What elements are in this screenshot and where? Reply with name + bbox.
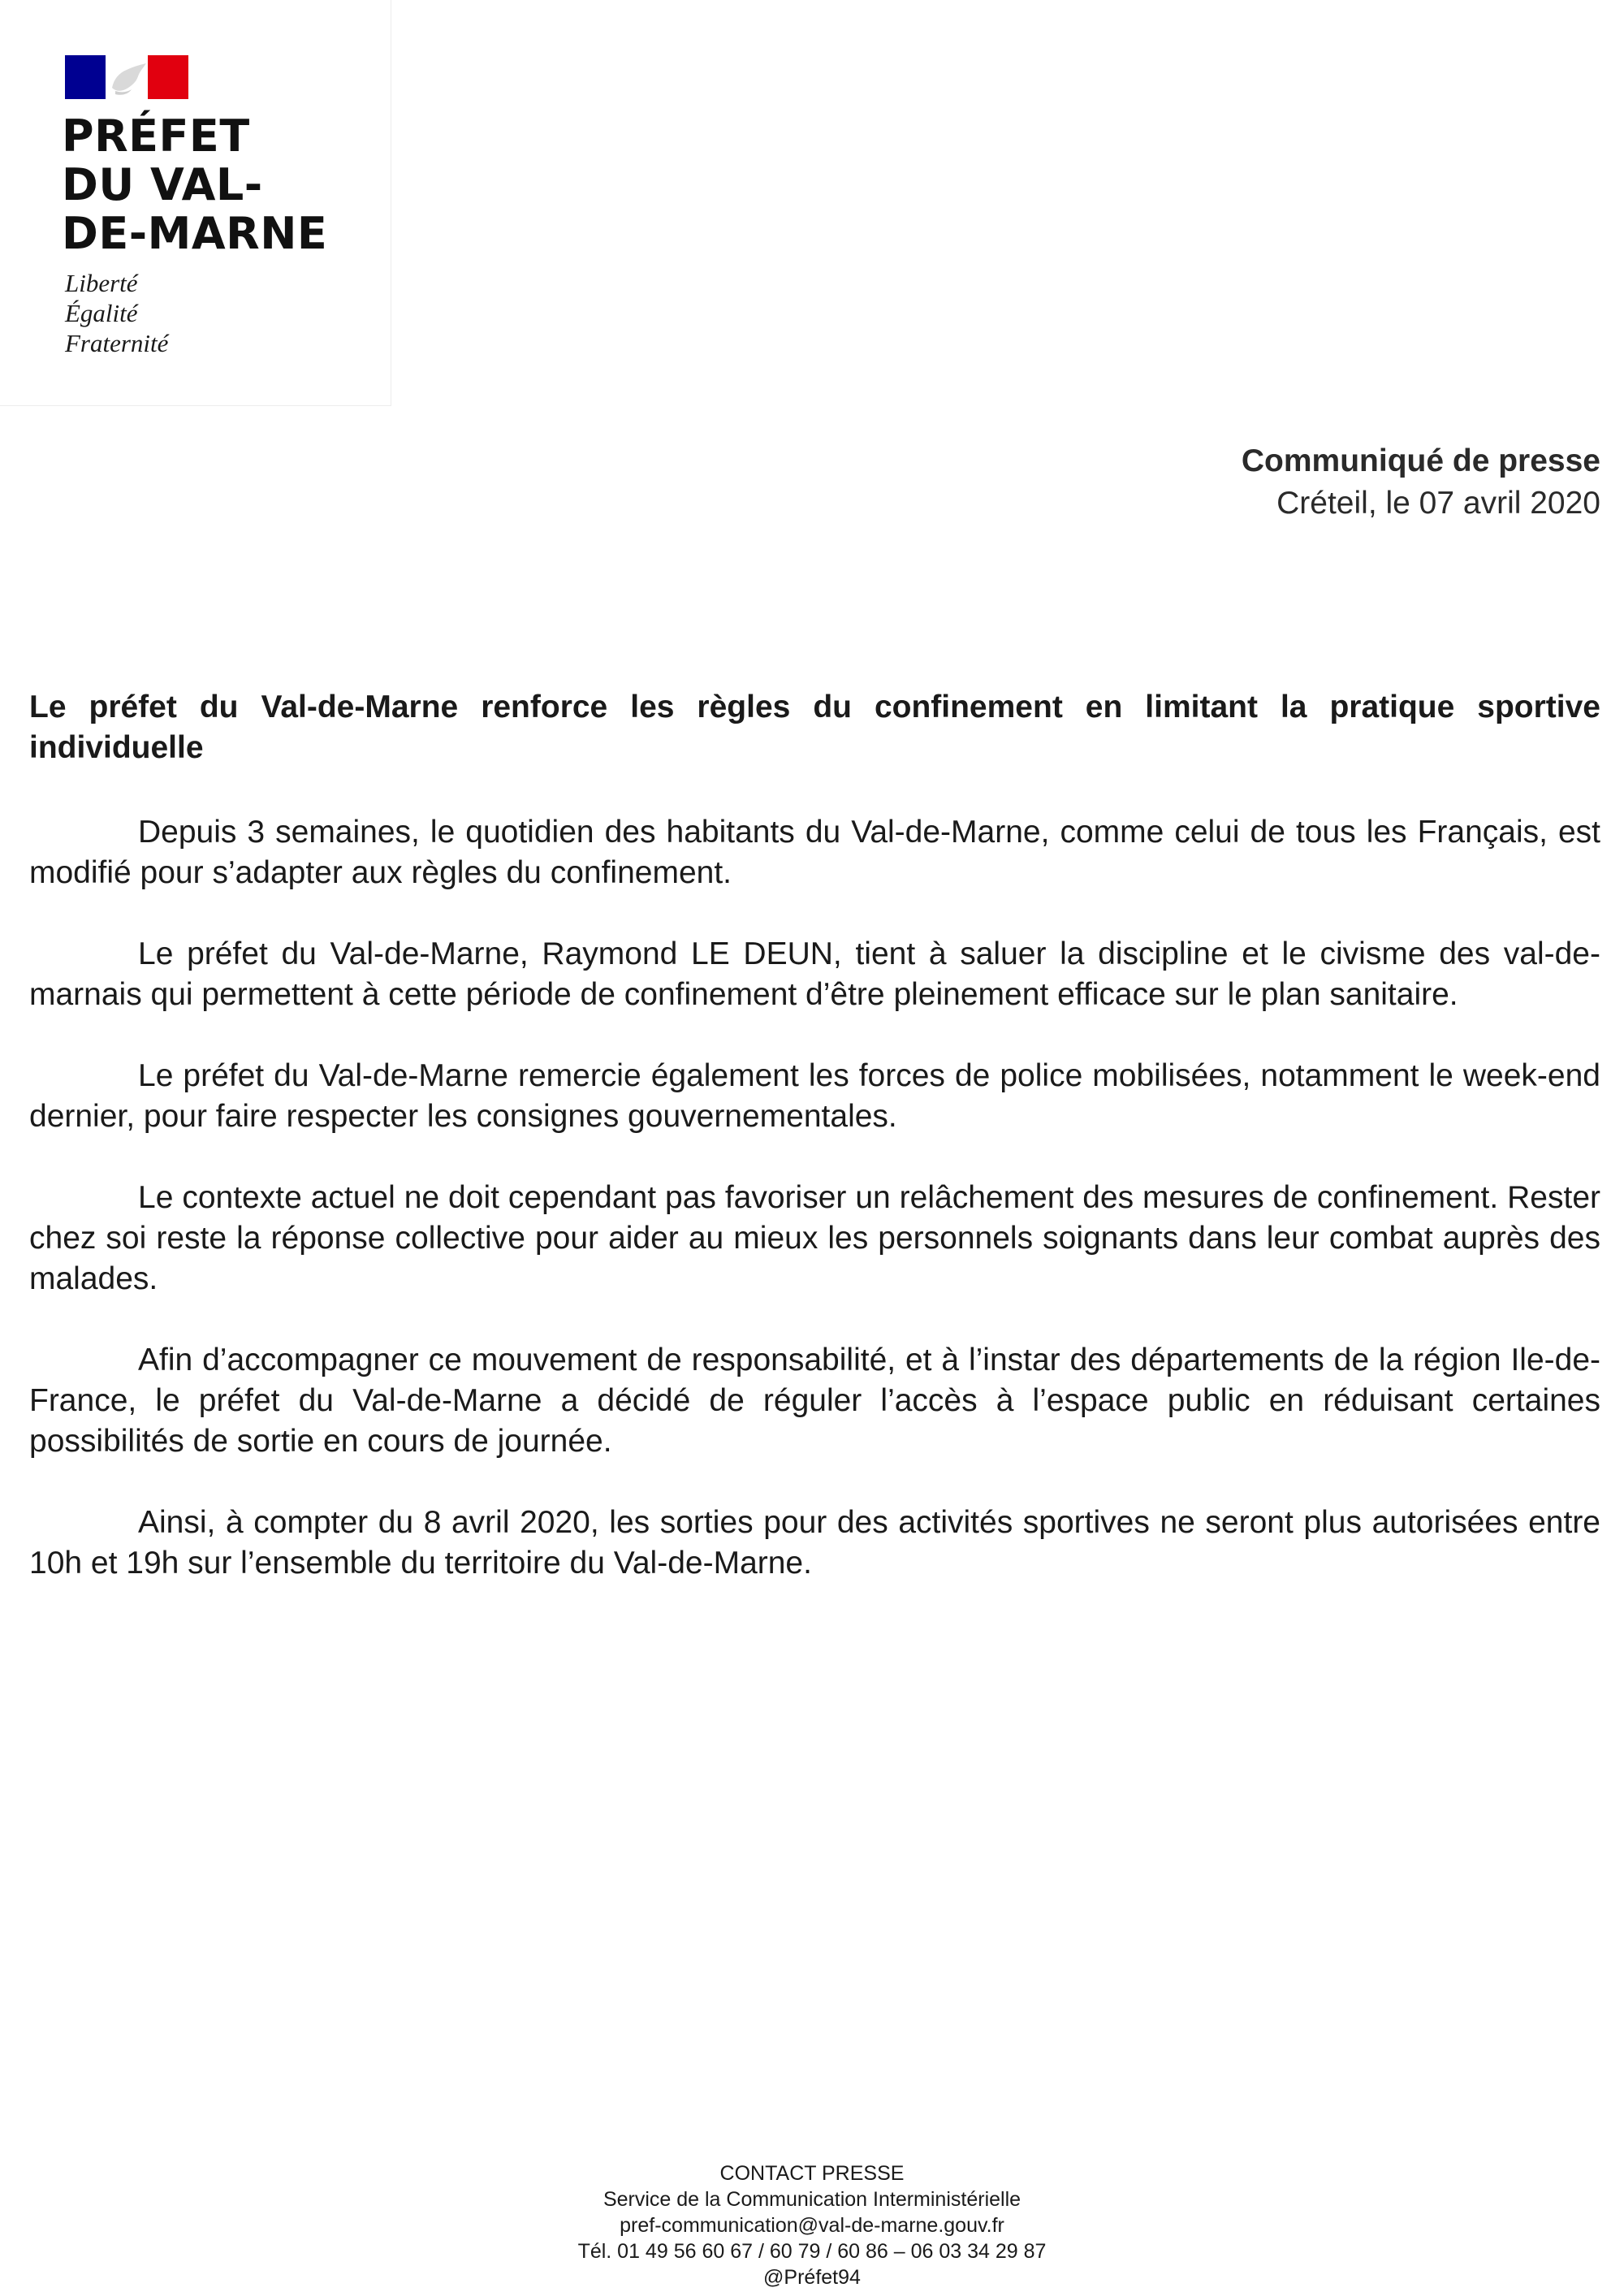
press-release-body (29, 812, 1600, 1624)
body-paragraph: Depuis 3 semaines, le quotidien des habitants du Val-de-Marne, comme celui de tous les Français, est modifié pour s’adapter aux règles du confinement. (29, 815, 1600, 890)
contact-social-handle: @Préfet94 (763, 2266, 861, 2289)
prefecture-logo-block (0, 0, 391, 406)
press-contact-footer (0, 2160, 1624, 2290)
headline: Le préfet du Val-de-Marne renforce les règles du confinement en limitant la pratique sportive individuelle (29, 690, 1600, 765)
contact-title: CONTACT PRESSE (719, 2162, 905, 2185)
motto-line: Égalité (65, 299, 138, 327)
body-paragraph: Le contexte actuel ne doit cependant pas favoriser un relâchement des mesures de confinement. Rester chez soi reste la réponse collective pour aider au mieux les personnels soignants dans leur combat auprès des malades. (29, 1180, 1600, 1296)
motto-line: Liberté (65, 269, 138, 297)
body-paragraph: Ainsi, à compter du 8 avril 2020, les sorties pour des activités sportives ne seront plus autorisées entre 10h et 19h sur l’ensemble du territoire du Val-de-Marne. (29, 1505, 1600, 1581)
motto-line: Fraternité (65, 329, 169, 357)
body-paragraph: Le préfet du Val-de-Marne remercie également les forces de police mobilisées, notamment le week-end dernier, pour faire respecter les consignes gouvernementales. (29, 1058, 1600, 1134)
contact-email: pref-communication@val-de-marne.gouv.fr (620, 2214, 1004, 2237)
republic-motto (65, 268, 168, 358)
logo-title-line: PRÉFET (62, 110, 250, 162)
release-date: Créteil, le 07 avril 2020 (1276, 486, 1600, 521)
contact-service: Service de la Communication Interministérielle (603, 2188, 1021, 2211)
logo-title (62, 112, 327, 258)
contact-phone: Tél. 01 49 56 60 67 / 60 79 / 60 86 – 06 03 34 29 87 (577, 2240, 1047, 2263)
logo-title-line: DE-MARNE (62, 208, 328, 259)
body-paragraph: Afin d’accompagner ce mouvement de responsabilité, et à l’instar des départements de la région Ile-de-France, le préfet du Val-de-Marne a décidé de réguler l’accès à l’espace public en réduisant certaines possibilités de sortie en cours de journée. (29, 1343, 1600, 1459)
body-paragraph: Le préfet du Val-de-Marne, Raymond LE DEUN, tient à saluer la discipline et le civisme des val-de-marnais qui permettent à cette période de confinement d’être pleinement efficace sur le plan sanitaire. (29, 936, 1600, 1012)
press-release-label: Communiqué de presse (1241, 443, 1600, 478)
logo-title-line: DU VAL- (62, 159, 263, 210)
marianne-flag-icon (65, 55, 188, 99)
press-release-header (1242, 440, 1600, 525)
